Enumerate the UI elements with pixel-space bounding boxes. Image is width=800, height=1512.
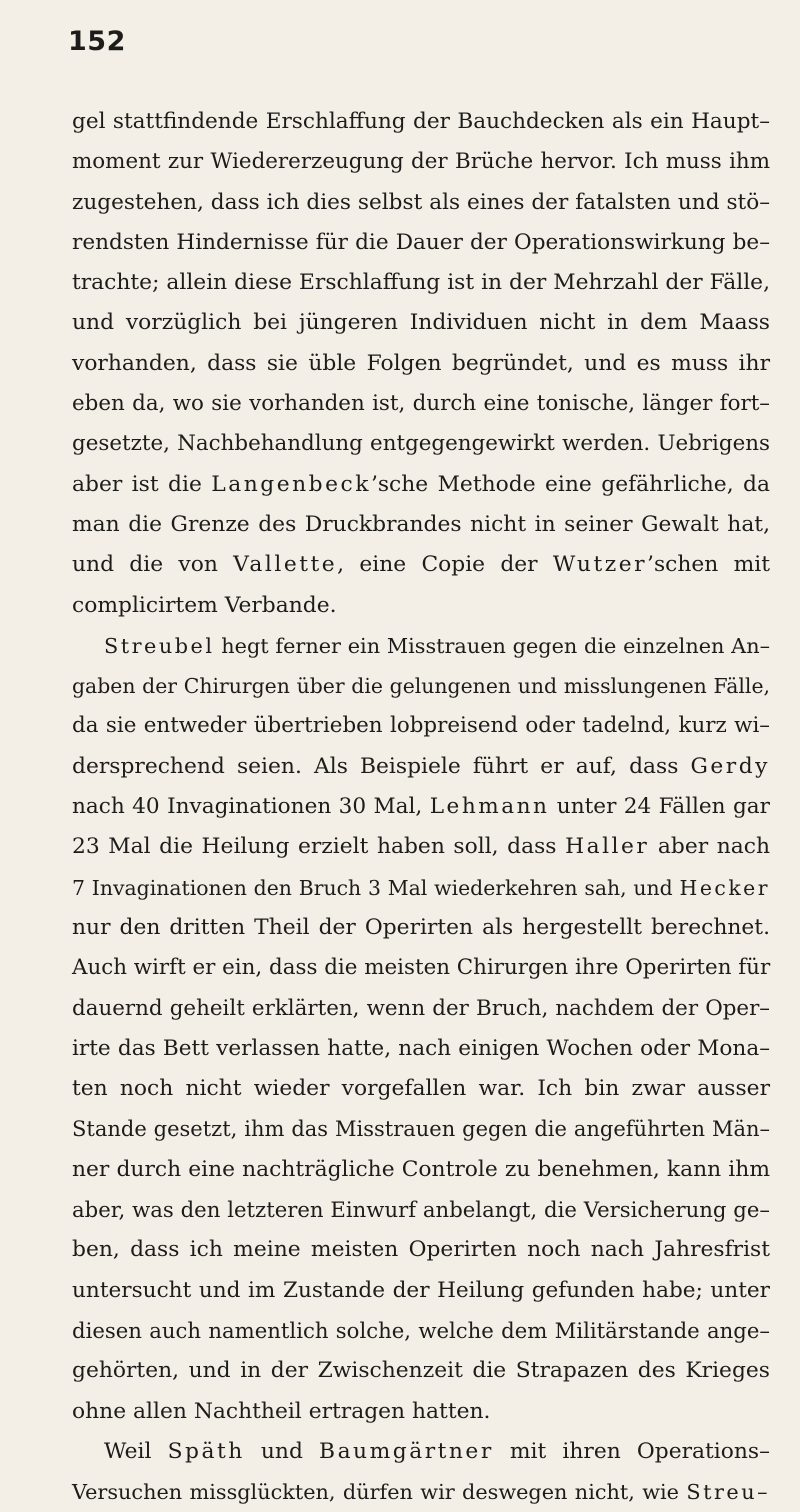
body-text	[72, 102, 770, 1512]
author-name: Lehmann	[429, 794, 550, 820]
text-line: gehörten, und in der Zwischenzeit die Strapazen des Krieges	[72, 1358, 770, 1384]
text-line: und vorzüglich bei jüngeren Individuen nicht in dem Maass	[72, 310, 770, 336]
text-run: ’sche Methode eine gefährliche, da	[370, 471, 771, 497]
page-number: 152	[68, 26, 126, 57]
text-line	[72, 1432, 770, 1472]
text-line: ten noch nicht wieder vorgefallen war. Ich bin zwar ausser	[72, 1076, 770, 1102]
text-run: hegt ferner ein Misstrauen gegen die einzelnen An–	[214, 633, 770, 658]
text-line: moment zur Wiedererzeugung der Brüche hervor. Ich muss ihm	[72, 149, 770, 175]
text-run: und die von	[72, 552, 234, 578]
text-line: untersucht und im Zustande der Heilung gefunden habe; unter	[72, 1277, 770, 1303]
text-line: irte das Bett verlassen hatte, nach einigen Wochen oder Mona–	[72, 1035, 770, 1061]
author-name: Wutzer	[552, 552, 648, 578]
text-line: Stande gesetzt, ihm das Misstrauen gegen die angeführten Män–	[72, 1117, 770, 1142]
author-name: Streu–	[686, 1480, 770, 1505]
text-line	[72, 545, 770, 585]
text-line: trachte; allein diese Erschlaffung ist in der Mehrzahl der Fälle,	[72, 270, 770, 296]
text-run: , eine Copie der	[337, 552, 553, 578]
text-line: vorhanden, dass sie üble Folgen begründet, und es muss ihr	[72, 350, 770, 376]
author-name: Streubel	[104, 633, 215, 658]
text-line	[72, 827, 770, 867]
text-run: 23 Mal die Heilung erzielt haben soll, dass	[72, 834, 566, 860]
text-line: man die Grenze des Druckbrandes nicht in seiner Gewalt hat,	[72, 511, 770, 537]
text-run: aber nach	[649, 834, 770, 860]
author-name: Hecker	[679, 875, 770, 900]
text-line	[72, 465, 770, 505]
text-run: und	[244, 1438, 320, 1464]
text-line: ohne allen Nachtheil ertragen hatten.	[72, 1398, 491, 1424]
text-line: rendsten Hindernisse für die Dauer der Operationswirkung be–	[72, 229, 770, 255]
text-line: ben, dass ich meine meisten Operirten noch nach Jahresfrist	[72, 1237, 770, 1263]
author-name: Langenbeck	[211, 471, 371, 497]
author-name: Späth	[167, 1438, 245, 1464]
text-line: zugestehen, dass ich dies selbst als eines der fatalsten und stö–	[72, 189, 770, 215]
text-run: aber ist die	[72, 471, 212, 497]
text-line: Auch wirft er ein, dass die meisten Chirurgen ihre Operirten für	[72, 955, 771, 981]
text-line	[72, 747, 770, 787]
text-run: Versuchen missglückten, dürfen wir deswegen nicht, wie	[72, 1480, 687, 1505]
text-line	[72, 626, 770, 666]
text-line: diesen auch namentlich solche, welche dem Militärstande ange–	[72, 1317, 770, 1343]
text-line: complicirtem Verbande.	[72, 592, 337, 618]
text-line: nur den dritten Theil der Operirten als hergestellt berechnet.	[72, 914, 770, 940]
text-line: da sie entweder übertrieben lobpreisend oder tadelnd, kurz wi–	[72, 713, 770, 739]
author-name: Vallette	[233, 552, 338, 578]
text-line: ner durch eine nachträgliche Controle zu benehmen, kann ihm	[72, 1156, 770, 1182]
text-line: gel stattfindende Erschlaffung der Bauchdecken als ein Haupt–	[72, 109, 770, 134]
author-name: Gerdy	[690, 753, 770, 779]
text-line: gesetzte, Nachbehandlung entgegengewirkt werden. Uebrigens	[72, 431, 770, 457]
text-line: dauernd geheilt erklärten, wenn der Bruch, nachdem der Oper–	[72, 995, 770, 1021]
text-run: unter 24 Fällen gar	[549, 794, 770, 820]
text-run: ’schen mit	[647, 552, 770, 578]
text-run: dersprechend seien. Als Beispiele führt er auf, dass	[72, 753, 691, 779]
text-line	[72, 787, 770, 827]
text-line: eben da, wo sie vorhanden ist, durch eine tonische, länger fort–	[72, 391, 770, 417]
text-run: 7 Invaginationen den Bruch 3 Mal wiederkehren sah, und	[72, 875, 680, 900]
author-name: Haller	[565, 834, 650, 860]
text-line	[72, 1472, 770, 1512]
author-name: Baumgärtner	[319, 1438, 494, 1464]
text-line	[72, 868, 770, 908]
text-run: nach 40 Invaginationen 30 Mal,	[72, 794, 430, 820]
text-line: gaben der Chirurgen über die gelungenen und misslungenen Fälle,	[72, 674, 770, 699]
text-line: aber, was den letzteren Einwurf anbelangt, die Versicherung ge–	[72, 1197, 770, 1223]
text-run: Weil	[104, 1438, 168, 1464]
text-run: mit ihren Operations–	[493, 1438, 770, 1464]
